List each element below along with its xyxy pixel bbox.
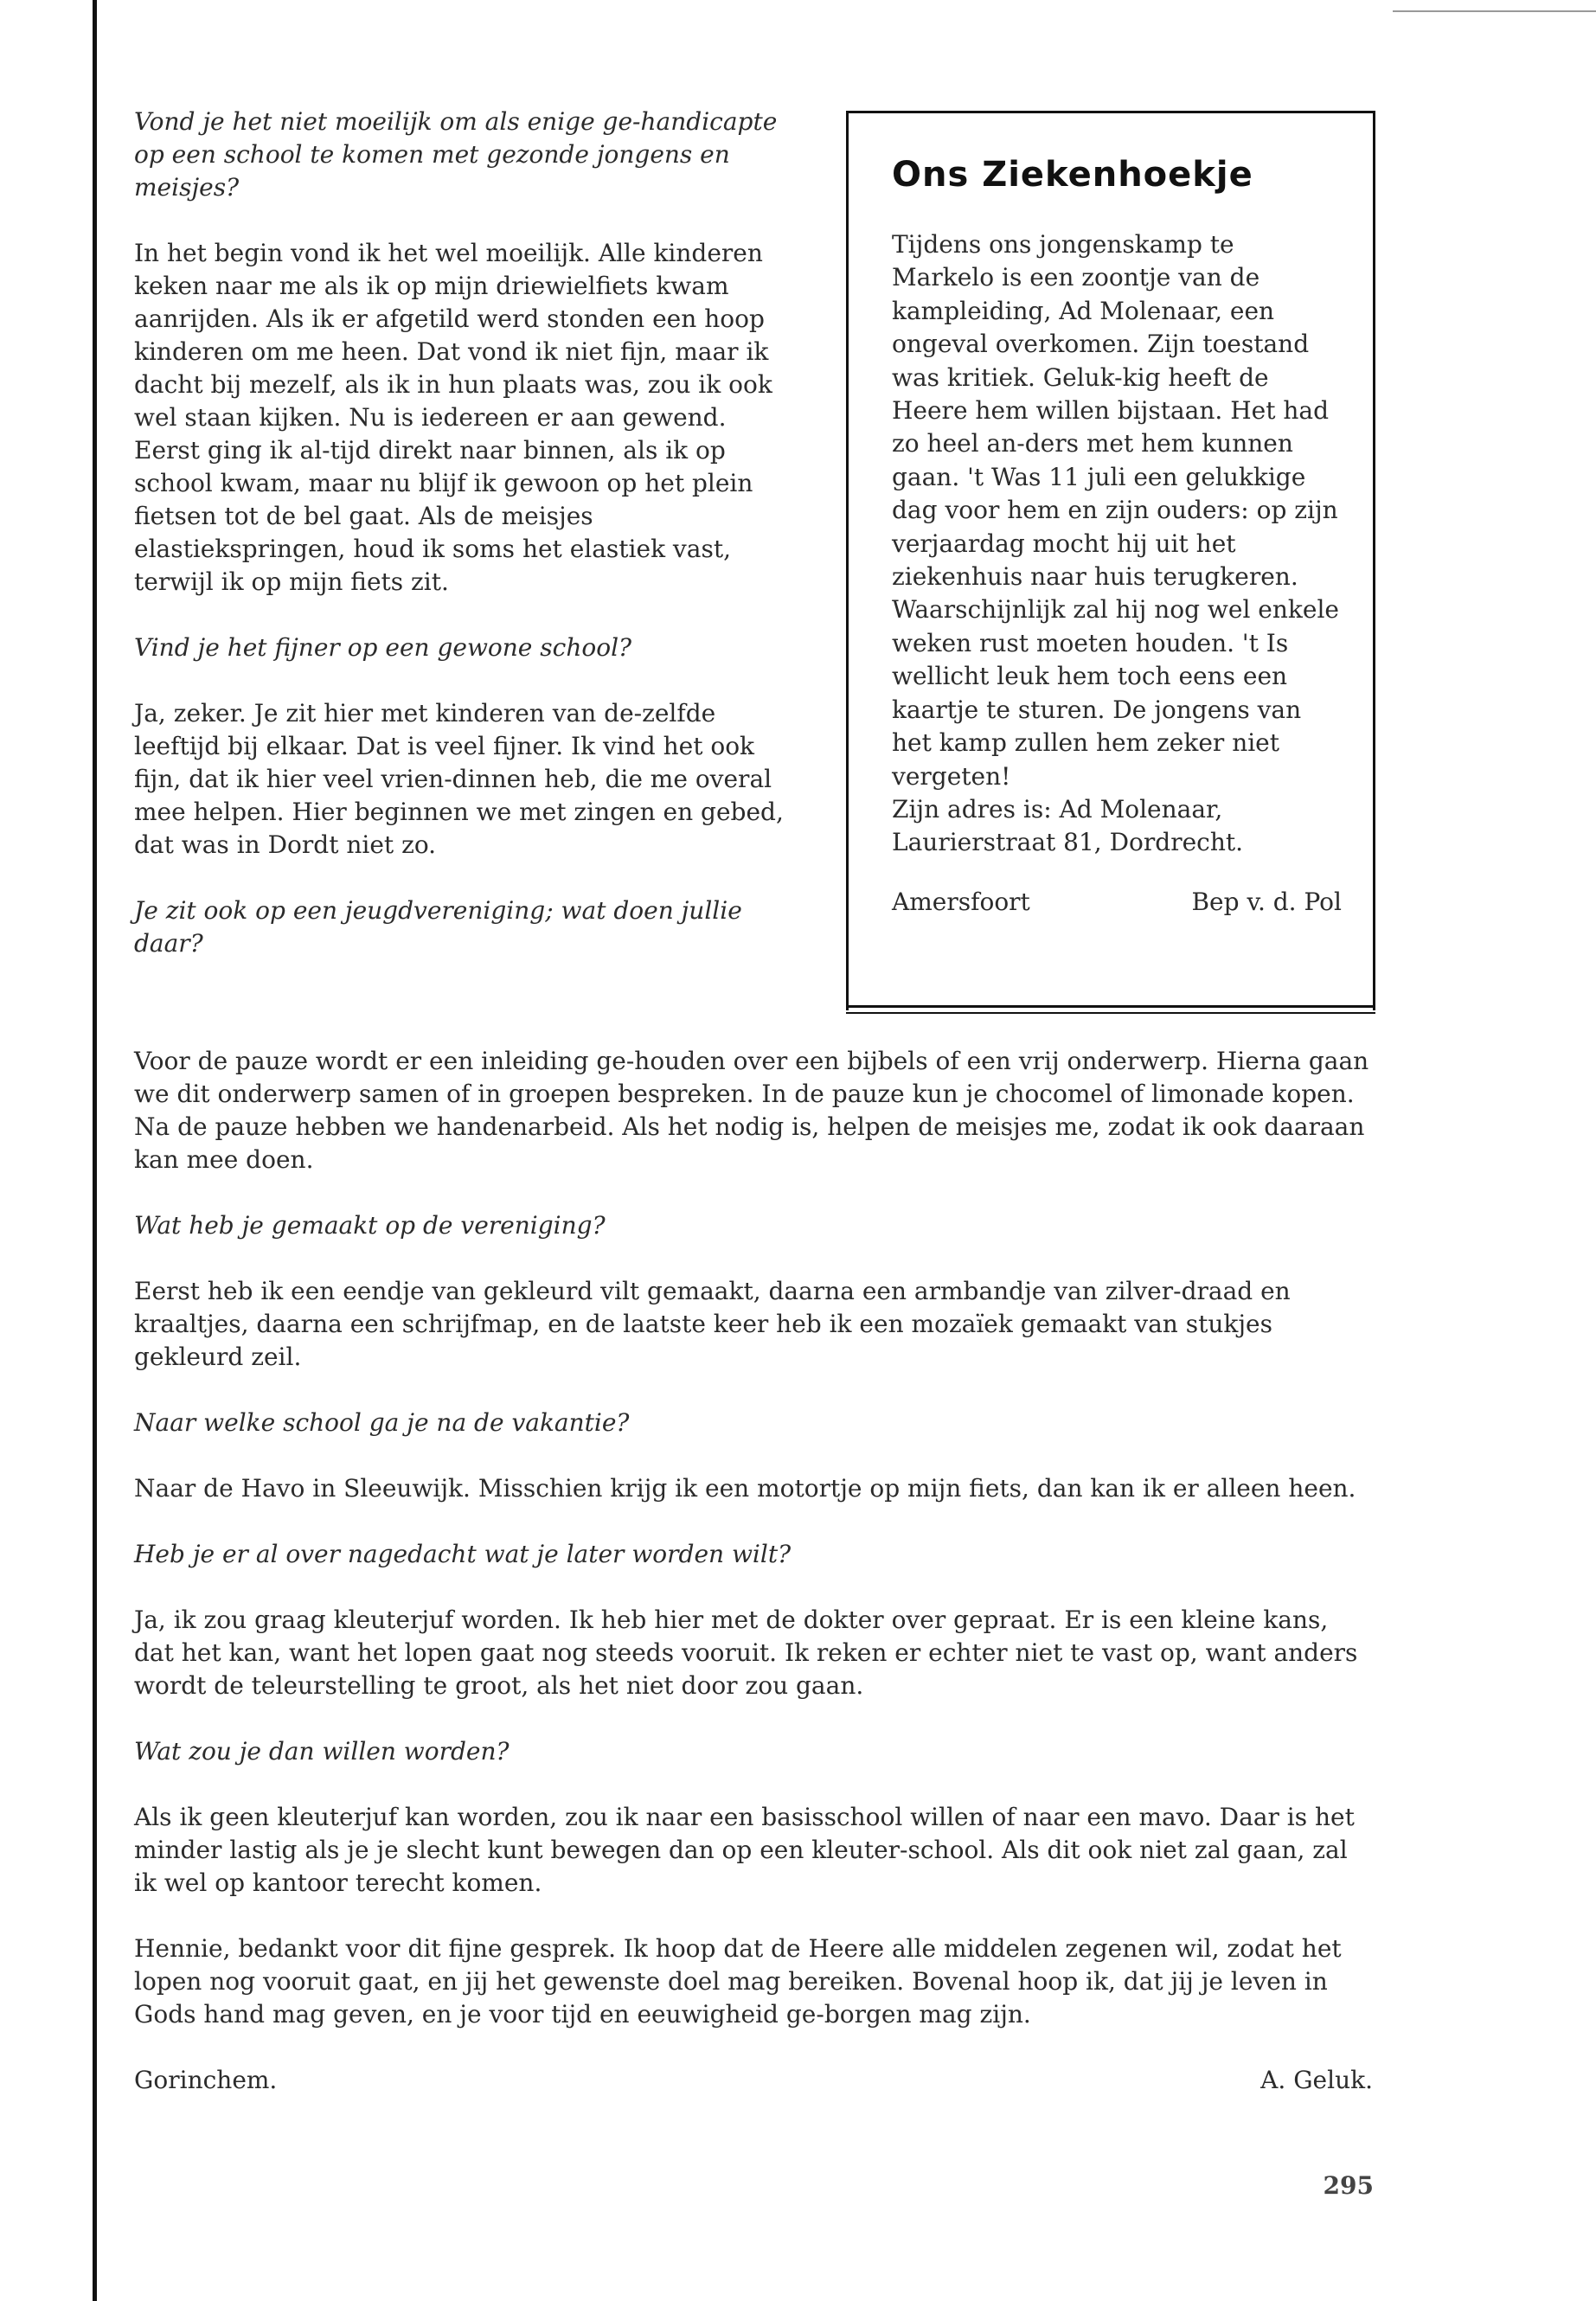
closing-text: Hennie, bedankt voor dit fijne gesprek. Ik hoop dat de Heere alle middelen zegenen wil, zodat het lopen nog vooruit gaat, en jij het gewenste doel mag bereiken. Bovenal hoop ik, dat jij je leven in Gods hand mag geven, en je voor tijd en eeuwigheid ge-borgen mag zijn. [134,1934,1342,2029]
question-7: Wat zou je dan willen worden? [134,1737,510,1766]
sidebar-box [846,111,1375,1010]
sidebar-address: Zijn adres is: Ad Molenaar, Laurierstraat 81, Dordrecht. [892,794,1244,857]
answer-5: Naar de Havo in Sleeuwijk. Misschien krijg ik een motortje op mijn fiets, dan kan ik er alleen heen. [134,1474,1356,1503]
question-5: Naar welke school ga je na de vakantie? [134,1408,630,1437]
question-4: Wat heb je gemaakt op de vereniging? [134,1211,606,1240]
sidebar-title: Ons Ziekenhoekje [892,155,1253,195]
interview-full-width [134,1045,1373,2097]
top-rule [1393,10,1596,12]
sidebar-author: Bep v. d. Pol [1191,887,1342,916]
answer-4: Eerst heb ik een eendje van gekleurd vilt gemaakt, daarna een armbandje van zilver-draad en kraaltjes, daarna een schrijfmap, en de laatste keer heb ik een mozaïek gemaakt van stukjes gekleurd zeil. [134,1277,1291,1371]
answer-7: Als ik geen kleuterjuf kan worden, zou ik naar een basisschool willen of naar een mavo. Daar is het minder lastig als je je slecht kunt bewegen dan op een kleuter-school. Als dit ook niet zal gaan, zal ik wel op kantoor terecht komen. [134,1803,1355,1897]
sidebar-place: Amersfoort [892,887,1030,916]
question-1: Vond je het niet moeilijk om als enige ge-handicapte op een school te komen met gezonde jongens en meisjes? [134,107,778,202]
interview-left-column [134,106,792,960]
answer-2: Ja, zeker. Je zit hier met kinderen van de-zelfde leeftijd bij elkaar. Dat is veel fijner. Ik vind het ook fijn, dat ik hier veel vrien-dinnen heb, die me overal mee helpen. Hier beginnen we met zingen en gebed, dat was in Dordt niet zo. [134,699,784,859]
sidebar-signature [892,886,1342,919]
answer-3: Voor de pauze wordt er een inleiding ge-houden over een bijbels of een vrij onderwerp. Hierna gaan we dit onderwerp samen of in groepen bespreken. In de pauze kun je chocomel of limonade kopen. Na de pauze hebben we handenarbeid. Als het nodig is, helpen de meisjes me, zodat ik ook daaraan kan mee doen. [134,1047,1369,1174]
answer-6: Ja, ik zou graag kleuterjuf worden. Ik heb hier met de dokter over gepraat. Er is een kleine kans, dat het kan, want het lopen gaat nog steeds vooruit. Ik reken er echter niet te vast op, want anders wordt de teleurstelling te groot, als het niet door zou gaan. [134,1606,1358,1700]
answer-1: In het begin vond ik het wel moeilijk. Alle kinderen keken naar me als ik op mijn driewielfiets kwam aanrijden. Als ik er afgetild werd stonden een hoop kinderen om me heen. Dat vond ik niet fijn, maar ik dacht bij mezelf, als ik in hun plaats was, zou ik ook wel staan kijken. Nu is iedereen er aan gewend. Eerst ging ik al-tijd direkt naar binnen, als ik op school kwam, maar nu blijf ik gewoon op het plein fietsen tot de bel gaat. Als de meisjes elastiekspringen, houd ik soms het elastiek vast, terwijl ik op mijn fiets zit. [134,239,772,596]
question-2: Vind je het fijner op een gewone school? [134,633,632,662]
box-bottom-rule-double [846,1012,1375,1014]
page-binding-edge [93,0,97,2301]
page-number: 295 [1323,2171,1374,2200]
sidebar-text: Tijdens ons jongenskamp te Markelo is een zoontje van de kampleiding, Ad Molenaar, een ongeval overkomen. Zijn toestand was kritiek. Geluk-kig heeft de Heere hem willen bijstaan. Het had zo heel an-ders met hem kunnen gaan. 't Was 11 juli een gelukkige dag voor hem en zijn ouders: op zijn verjaardag mocht hij uit het ziekenhuis naar huis terugkeren. Waarschijnlijk zal hij nog wel enkele weken rust moeten houden. 't Is wellicht leuk hem toch eens een kaartje te sturen. De jongens van het kamp zullen hem zeker niet vergeten! [892,230,1339,791]
interview-author: A. Geluk. [1260,2066,1373,2094]
interview-place: Gorinchem. [134,2066,278,2094]
question-3: Je zit ook op een jeugdvereniging; wat doen jullie daar? [134,896,742,958]
box-bottom-rule [846,1005,1375,1008]
interview-signature [134,2064,1373,2097]
question-6: Heb je er al over nagedacht wat je later worden wilt? [134,1540,792,1568]
